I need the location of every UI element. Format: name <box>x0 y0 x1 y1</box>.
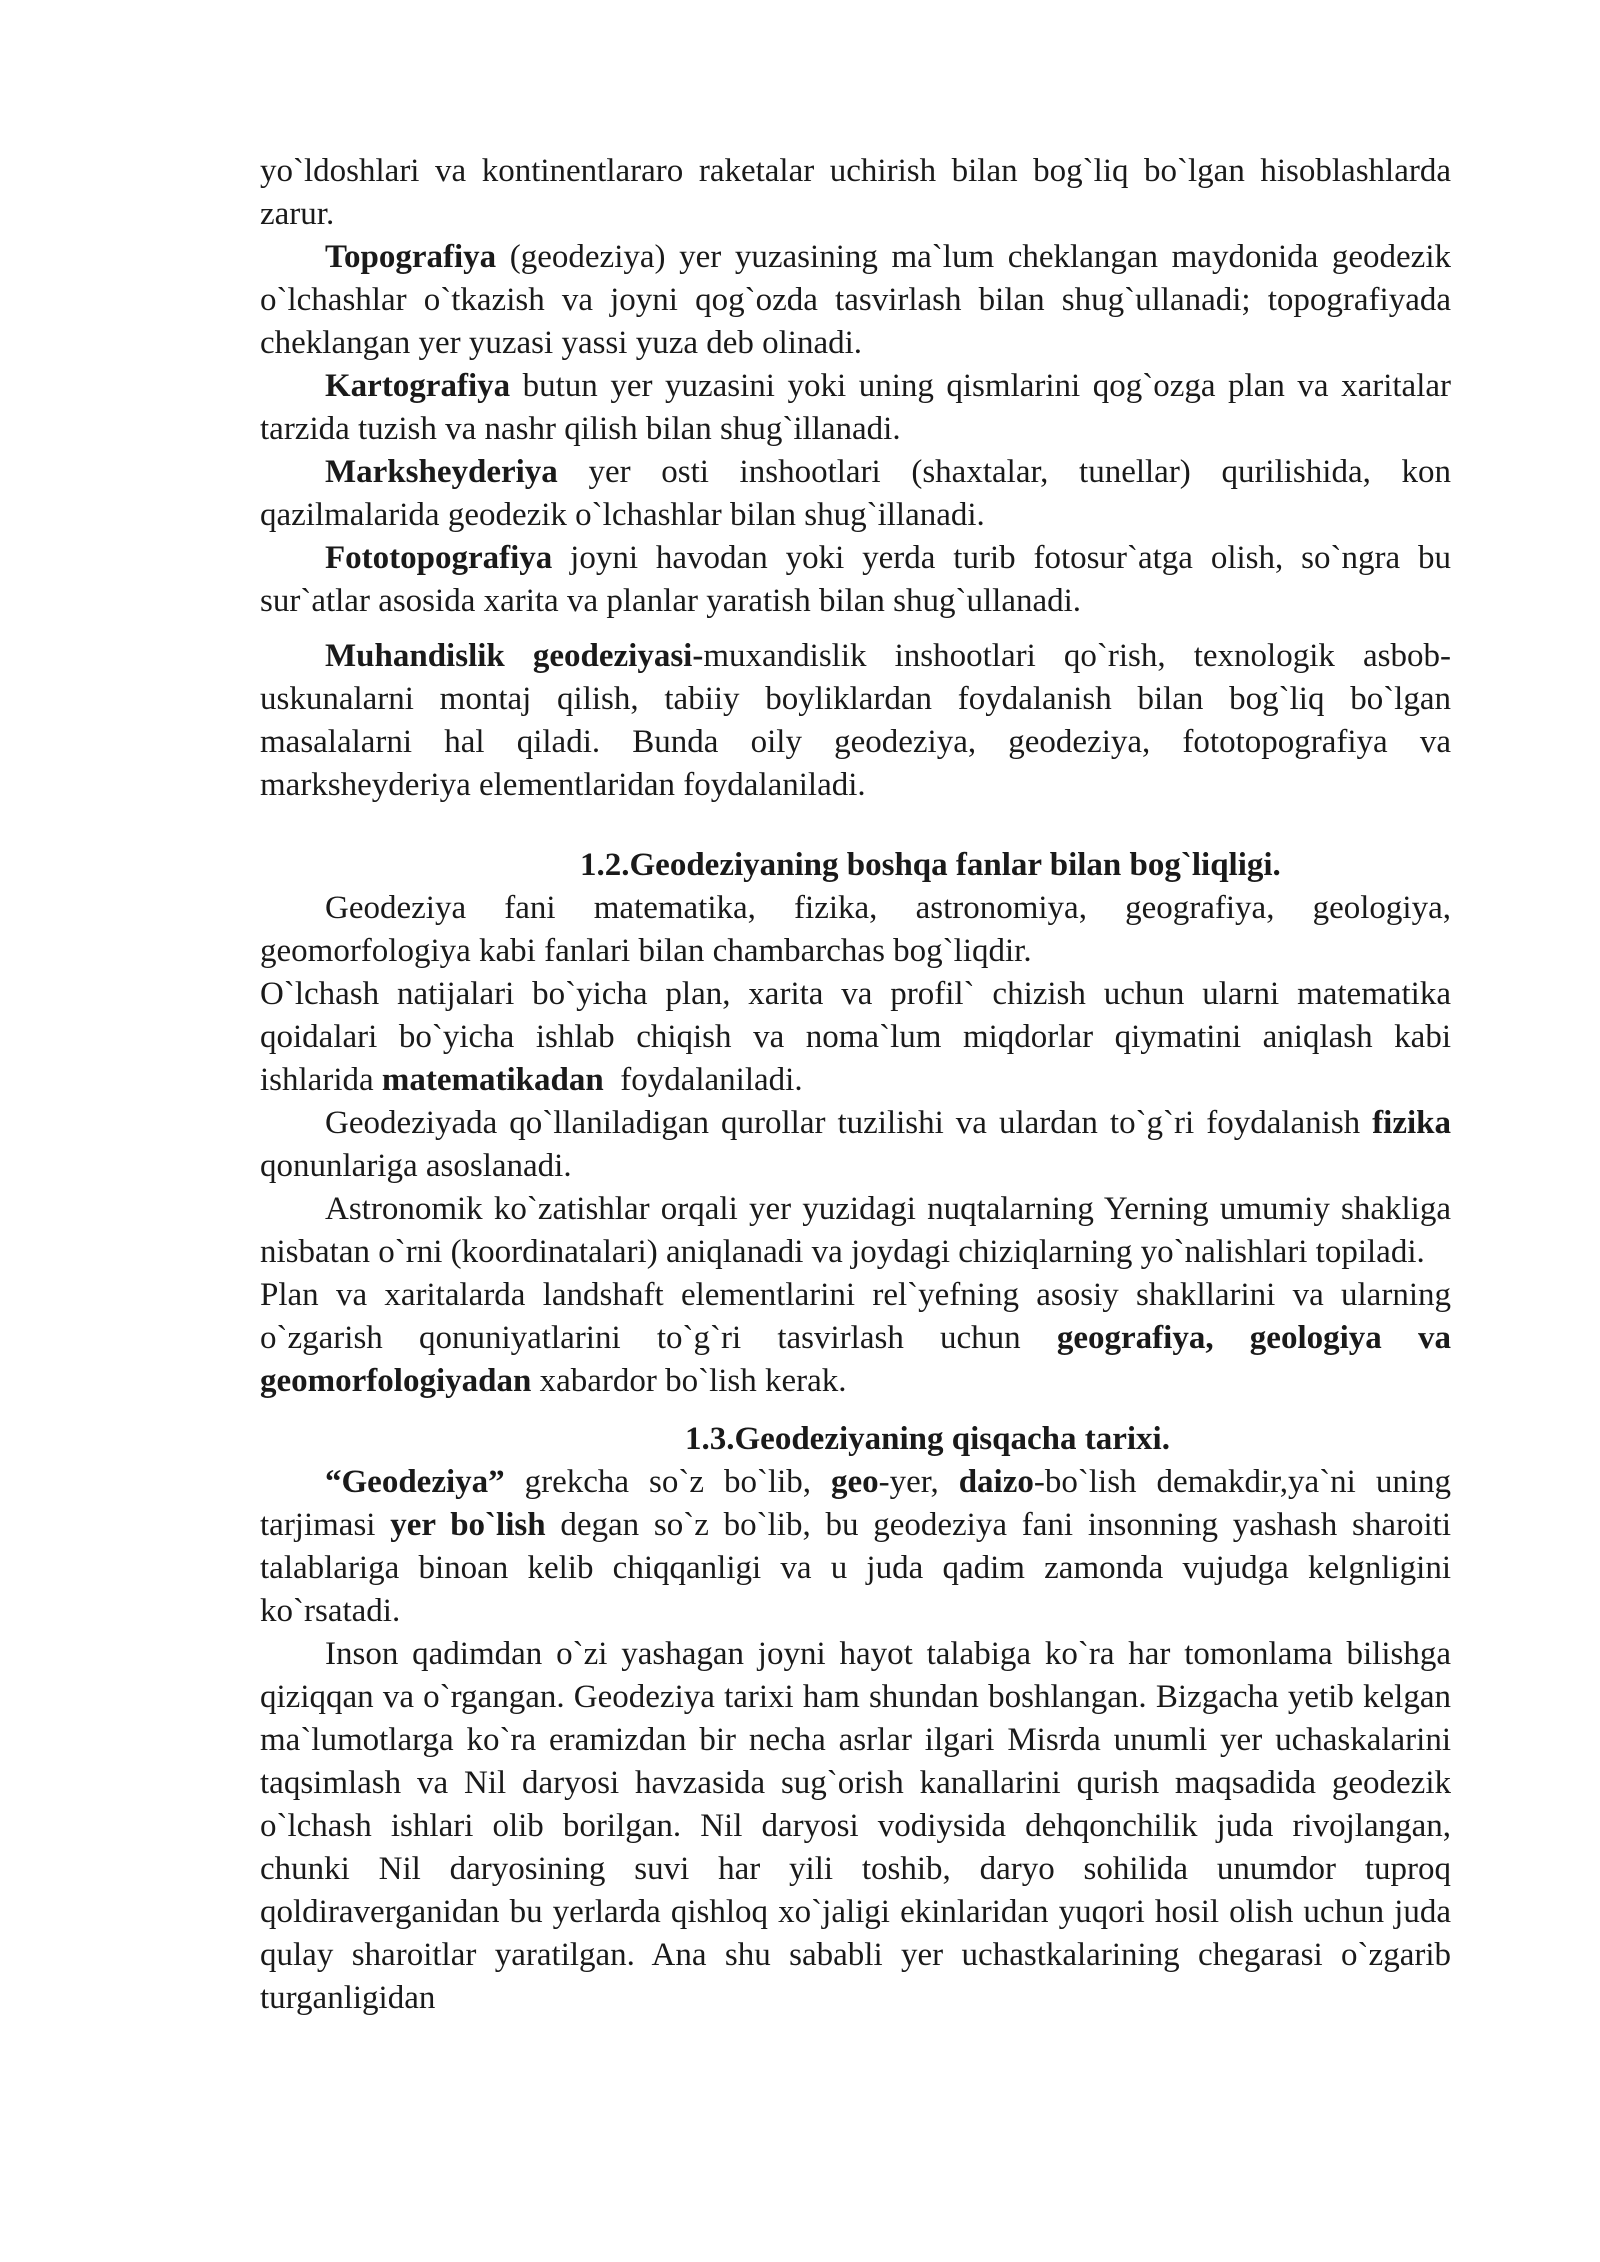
definition-text: butun yer yuzasini yoki uning qismlarini qog`ozga plan va xaritalar tarzida tuzish va nashr qilish bilan shug`illanadi. <box>260 368 1451 447</box>
term-marksheyderiya: Marksheyderiya <box>325 454 558 490</box>
term-fototopografiya: Fototopografiya <box>325 540 553 576</box>
section-1-2-paragraph-1: Geodeziya fani matematika, fizika, astronomiya, geografiya, geologiya, geomorfologiya kabi fanlari bilan chambarchas bog`liqdir. <box>260 890 1451 969</box>
intro-paragraph: yo`ldoshlari va kontinentlararo raketalar uchirish bilan bog`liq bo`lgan hisoblashlarda zarur. <box>260 153 1451 232</box>
paragraph-text: Geodeziyada qo`llaniladigan qurollar tuzilishi va ulardan to`g`ri foydalanish <box>325 1105 1373 1141</box>
definition-marksheyderiya <box>260 451 1451 537</box>
paragraph-text: xabardor bo`lish kerak. <box>531 1363 847 1399</box>
bold-term: fizika <box>1372 1105 1451 1141</box>
bold-term: daizo <box>958 1464 1034 1500</box>
section-heading-1-2: 1.2.Geodeziyaning boshqa fanlar bilan bog`liqligi. <box>580 847 1281 883</box>
paragraph-text: grekcha so`z bo`lib, <box>504 1464 832 1500</box>
section-1-3-paragraph-1 <box>260 1461 1451 1633</box>
section-1-3-paragraph-2: Inson qadimdan o`zi yashagan joyni hayot talabiga ko`ra har tomonlama bilishga qiziqqan va o`rgangan. Geodeziya tarixi ham shundan boshlangan. Bizgacha yetib kelgan ma`lumotlarga ko`ra eramizdan bir necha asrlar ilgari Misrda unumli yer uchaskalarini taqsimlash va Nil daryosi havzasida sug`orish kanallarini qurish maqsadida geodezik o`lchash ishlari olib borilgan. Nil daryosi vodiysida dehqonchilik juda rivojlangan, chunki Nil daryosining suvi har yili toshib, daryo sohilida unumdor tuproq qoldiraverganidan bu yerlarda qishloq xo`jaligi ekinlaridan yuqori hosil olish uchun juda qulay sharoitlar yaratilgan. Ana shu sababli yer uchastkalarining chegarasi o`zgarib turganligidan <box>260 1636 1451 2016</box>
document-page <box>260 150 1451 2020</box>
paragraph-text: degan so`z bo`lib, bu geodeziya fani insonning yashash sharoiti talablariga binoan kelib chiqqanligi va u juda qadim zamonda vujudga kelgnligini ko`rsatadi. <box>260 1507 1451 1629</box>
paragraph-text: Plan va xaritalarda landshaft elementlarini rel`yefning asosiy shakllarini va ularning o`zgarish qonuniyatlarini to`g`ri tasvirlash uchun <box>260 1277 1451 1356</box>
paragraph-text: O`lchash natijalari bo`yicha plan, xarita va profil` chizish uchun ularni matematika qoidalari bo`yicha ishlab chiqish va noma`lum miqdorlar qiymatini aniqlash kabi ishlarida <box>260 976 1451 1098</box>
definition-fototopografiya <box>260 537 1451 623</box>
section-1-2-paragraph-5 <box>260 1274 1451 1403</box>
definition-text: joyni havodan yoki yerda turib fotosur`atga olish, so`ngra bu sur`atlar asosida xarita va planlar yaratish bilan shug`ullanadi. <box>260 540 1451 619</box>
section-1-2-paragraph-4: Astronomik ko`zatishlar orqali yer yuzidagi nuqtalarning Yerning umumiy shakliga nisbatan o`rni (koordinatalari) aniqlanadi va joydagi chiziqlarning yo`nalishlari topiladi. <box>260 1191 1451 1270</box>
paragraph-text: qonunlariga asoslanadi. <box>260 1148 572 1184</box>
bold-term: “Geodeziya” <box>325 1464 505 1500</box>
paragraph-text: -yer, <box>878 1464 959 1500</box>
bold-term: yer bo`lish <box>390 1507 546 1543</box>
paragraph-text: foydalaniladi. <box>603 1062 803 1098</box>
term-topografiya: Topografiya <box>325 239 497 275</box>
term-kartografiya: Kartografiya <box>325 368 511 404</box>
definition-text: muxandislik inshootlari qo`rish, texnologik asbob-uskunalarni montaj qilish, tabiiy boyliklardan foydalanish bilan bog`liq bo`lgan masalalarni hal qiladi. Bunda oily geodeziya, geodeziya, fototopografiya va marksheyderiya elementlaridan foydalaniladi. <box>260 638 1451 803</box>
bold-term: geo <box>831 1464 879 1500</box>
section-1-2-paragraph-3 <box>260 1102 1451 1188</box>
section-1-2-paragraph-2 <box>260 973 1451 1102</box>
paragraph-text: -bo`lish demakdir,ya`ni uning tarjimasi <box>260 1464 1451 1543</box>
bold-term: geografiya, geologiya va geomorfologiyadan <box>260 1320 1451 1399</box>
definition-text: yer osti inshootlari (shaxtalar, tunellar) qurilishida, kon qazilmalarida geodezik o`lchashlar bilan shug`illanadi. <box>260 454 1451 533</box>
definition-kartografiya <box>260 365 1451 451</box>
bold-term: matematikadan <box>381 1062 604 1098</box>
definition-muhandislik-geodeziyasi <box>260 635 1451 807</box>
definition-text: (geodeziya) yer yuzasining ma`lum cheklangan maydonida geodezik o`lchashlar o`tkazish va joyni qog`ozda tasvirlash bilan shug`ullanadi; topografiyada cheklangan yer yuzasi yassi yuza deb olinadi. <box>260 239 1451 361</box>
section-heading-1-3: 1.3.Geodeziyaning qisqacha tarixi. <box>685 1421 1170 1457</box>
term-muhandislik-geodeziyasi: Muhandislik geodeziyasi- <box>325 638 704 674</box>
definition-topografiya <box>260 236 1451 365</box>
